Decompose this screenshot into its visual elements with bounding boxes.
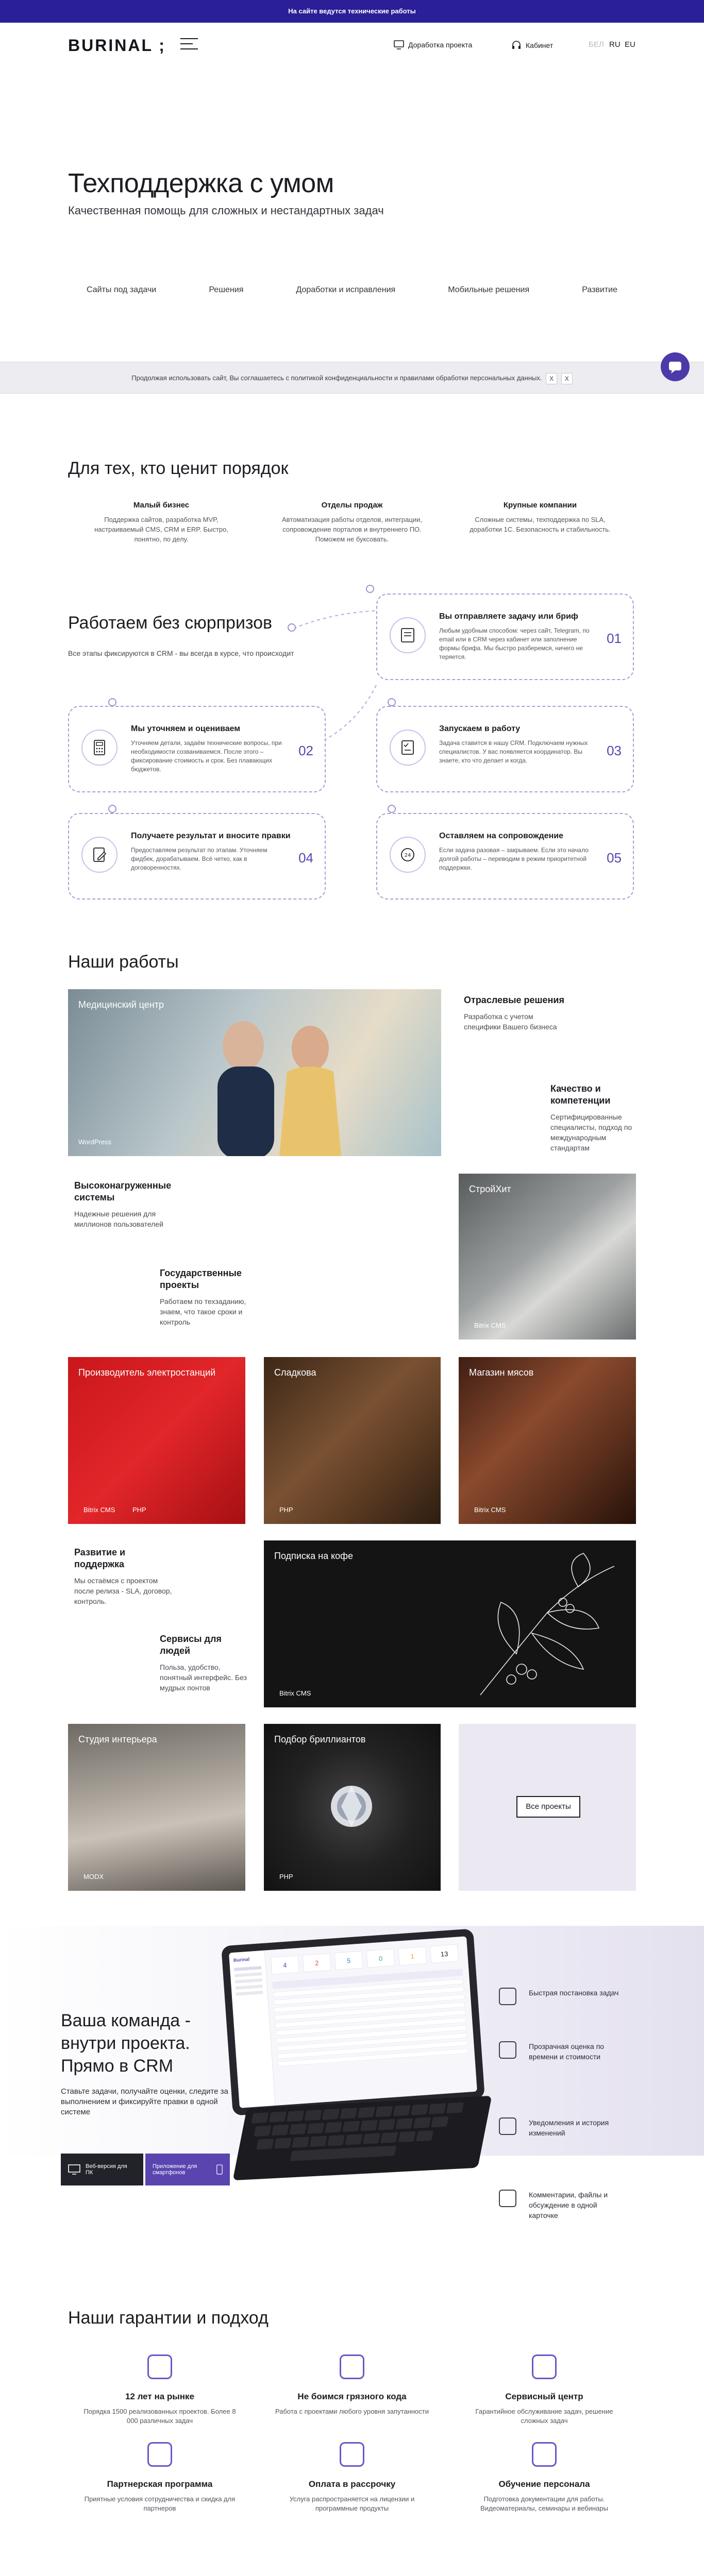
project-coffee[interactable]: [264, 1540, 636, 1707]
process-step-1: [376, 594, 634, 680]
project-electro-tag-php: PHP: [132, 1506, 146, 1514]
chat-widget-button[interactable]: [661, 352, 690, 381]
crm-feature-notifications: [499, 2117, 612, 2138]
document-icon: [499, 2117, 516, 2135]
project-improvement-link[interactable]: [394, 40, 472, 49]
guarantee-years-text: Порядка 1500 реализованных проектов. Более 8 000 различных задач: [83, 2408, 236, 2425]
hero-nav-sites[interactable]: Сайты под задачи: [87, 285, 157, 294]
process-step-1-text: Любым удобным способом: через сайт, Telegram, по email или в CRM через кабинет или заполнение формы брифа. Мы быстро разберемся, ничего не теряется.: [439, 627, 590, 660]
crm-web-label: Веб-версия для ПК: [85, 2163, 127, 2176]
project-diamond-title: Подбор бриллиантов: [274, 1734, 366, 1744]
process-step-3-num: 03: [607, 743, 622, 758]
crm-stat: 2: [303, 1953, 331, 1973]
works-text-industry-title: Отраслевые решения: [464, 995, 564, 1005]
task-list-icon: [390, 730, 426, 766]
audience-small: [84, 501, 239, 544]
crm-screen-stats: [271, 1944, 459, 1974]
project-meat[interactable]: [459, 1357, 636, 1524]
handshake-icon: [147, 2442, 172, 2467]
project-electro[interactable]: [68, 1357, 245, 1524]
project-candy[interactable]: [264, 1357, 441, 1524]
process-step-4-text: Предоставляем результат по этапам. Уточняем фидбек, дорабатываем. Всё четко, как в договоренностях.: [131, 846, 267, 871]
tablet-mockup: [221, 1928, 485, 2115]
process-step-5-title: Оставляем на сопровождение: [439, 832, 564, 840]
guarantee-code-title: Не боимся грязного кода: [297, 2392, 407, 2401]
audience-title: Для тех, кто ценит порядок: [68, 459, 289, 478]
process-dot: [388, 698, 396, 706]
hero-nav: [68, 281, 636, 299]
paper-plane-icon: [499, 1988, 516, 2005]
headset-icon: [511, 40, 522, 50]
smartphone-icon: [216, 2163, 223, 2176]
chat-icon: [661, 352, 690, 381]
process-step-5-num: 05: [607, 850, 622, 866]
crm-feature-comments: [499, 2190, 628, 2221]
cabinet-link[interactable]: [511, 40, 553, 50]
comments-icon: [499, 2190, 516, 2207]
works-text-quality-title: Качество и компетенции: [550, 1083, 611, 1106]
medical-photo: [202, 999, 357, 1156]
guarantee-installment-text: Услуга распространяется на лицензии и программные продукты: [289, 2495, 415, 2512]
svg-text:24: 24: [404, 853, 411, 858]
menu-icon[interactable]: [180, 38, 198, 50]
works-text-gov-title: Государственные проекты: [160, 1268, 242, 1290]
project-stroy[interactable]: [459, 1174, 636, 1340]
works-title: Наши работы: [68, 952, 179, 972]
crm-feature-fast-tasks-text: Быстрая постановка задач: [529, 1989, 619, 1997]
works-text-quality-body: Сертифицированные специалисты, подход по международным стандартам: [550, 1113, 632, 1152]
process-title: Работаем без сюрпризов: [68, 613, 273, 633]
crm-screen-table: [272, 1969, 468, 2069]
process-dot: [288, 623, 296, 632]
guarantee-partner: [77, 2442, 242, 2513]
maintenance-notice: На сайте ведутся технические работы: [0, 0, 704, 23]
brief-icon: [390, 617, 426, 653]
crm-text: Ставьте задачи, получайте оценки, следите за выполнением и фиксируйте правки в одной системе: [61, 2087, 228, 2116]
project-meat-title: Магазин мясов: [469, 1367, 534, 1378]
audience-large: [463, 501, 617, 534]
guarantee-years: [77, 2354, 242, 2426]
hero-nav-solutions[interactable]: Решения: [209, 285, 244, 294]
cookie-banner: [0, 362, 704, 394]
process-step-4: [68, 813, 326, 900]
guarantee-years-title: 12 лет на рынке: [125, 2392, 195, 2401]
guarantee-service-text: Гарантийное обслуживание задач, решение сложных задач: [475, 2408, 613, 2425]
hero-nav-fixes[interactable]: Доработки и исправления: [296, 285, 396, 294]
guarantee-training-title: Обучение персонала: [498, 2479, 590, 2489]
calculator-icon: [81, 730, 118, 766]
site-header: [0, 23, 704, 69]
coffee-plant-illustration: [460, 1551, 630, 1705]
works-text-support-title: Развитие и поддержка: [74, 1547, 126, 1569]
screen-icon: [394, 40, 404, 49]
graduation-icon: [532, 2442, 557, 2467]
project-interior-title: Студия интерьера: [78, 1734, 157, 1744]
process-dot: [388, 805, 396, 813]
process-step-1-title: Вы отправляете задачу или бриф: [439, 612, 578, 621]
audience-sales-text: Автоматизация работы отделов, интеграции, сопровождение порталов и внутреннего ПО. Поможем не буксовать.: [282, 516, 422, 543]
guarantee-installment: [270, 2442, 434, 2513]
audience-large-text: Сложные системы, техподдержка по SLA, доработки 1С. Безопасность и стабильность.: [470, 516, 611, 533]
crm-feature-notifications-text: Уведомления и история изменений: [529, 2119, 609, 2137]
cookie-accept-button[interactable]: Х: [546, 373, 557, 384]
all-projects-button[interactable]: Все проекты: [516, 1796, 580, 1818]
audience-sales-title: Отделы продаж: [321, 501, 383, 510]
crm-web-button[interactable]: [61, 2154, 143, 2185]
process-dot: [108, 698, 116, 706]
guarantee-code: [270, 2354, 434, 2416]
hero-nav-growth[interactable]: Развитие: [582, 285, 617, 294]
works-text-gov: [160, 1267, 247, 1327]
works-text-quality: [550, 1083, 638, 1153]
guarantee-training-text: Подготовка документации для работы. Видеоматериалы, семинары и вебинары: [480, 2495, 608, 2512]
guarantees-title: Наши гарантии и подход: [68, 2308, 269, 2328]
project-medical[interactable]: [68, 989, 441, 1156]
project-electro-title: Производитель электростанций: [78, 1367, 216, 1378]
cookie-text: Продолжая использовать сайт, Вы соглашаетесь с политикой конфиденциальности и правилами обработки персональных данных.: [131, 374, 542, 382]
code-icon: [340, 2354, 364, 2379]
crm-stat: 5: [334, 1951, 363, 1970]
hero-title: Техподдержка с умом: [68, 168, 334, 198]
project-candy-title: Сладкова: [274, 1367, 316, 1378]
gear-icon: [532, 2354, 557, 2379]
works-text-highload: [74, 1180, 177, 1229]
guarantee-training: [462, 2442, 627, 2513]
crm-mobile-label: Приложение для смартфонов: [153, 2163, 197, 2176]
guarantee-service: [462, 2354, 627, 2426]
project-diamond-tag: PHP: [279, 1873, 293, 1880]
process-step-2-text: Уточняем детали, задаём технические вопросы, при необходимости созваниваемся. После этого – фиксирование стоимость и срок. Без плавающих бюджетов.: [131, 739, 282, 773]
guarantee-installment-title: Оплата в рассрочку: [308, 2479, 396, 2489]
wallet-icon: [340, 2442, 364, 2467]
works-text-people-title: Сервисы для людей: [160, 1634, 222, 1656]
guarantee-partner-title: Партнерская программа: [107, 2479, 213, 2489]
project-diamond[interactable]: [264, 1724, 441, 1891]
works-text-support-body: Мы остаёмся с проектом после релиза - SLA, договор, контроль.: [74, 1577, 172, 1605]
process-step-5-text: Если задача разовая – закрываем. Если это начало долгой работы – переводим в режим приоритетной поддержки.: [439, 846, 589, 871]
audience-sales: [275, 501, 429, 544]
process-step-4-title: Получаете результат и вносите правки: [131, 832, 291, 840]
crm-title: Ваша команда - внутри проекта. Прямо в CRM: [61, 2011, 191, 2076]
logo[interactable]: BURINAL ;: [68, 36, 166, 55]
lang-ru[interactable]: RU: [609, 40, 621, 49]
hero-nav-mobile[interactable]: Мобильные решения: [448, 285, 530, 294]
works-text-people: [160, 1633, 247, 1693]
process-dot: [366, 585, 374, 593]
process-step-1-num: 01: [607, 631, 622, 646]
crm-screen: [229, 1936, 477, 2108]
process-step-3-title: Запускаем в работу: [439, 724, 521, 733]
guarantee-code-text: Работа с проектами любого уровня запутанности: [275, 2408, 429, 2415]
calendar-icon: [499, 2041, 516, 2059]
guarantee-partner-text: Приятные условия сотрудничества и скидка для партнеров: [84, 2495, 236, 2512]
crm-stat: 0: [366, 1948, 395, 1968]
audience-small-title: Малый бизнес: [133, 501, 190, 510]
crm-feature-estimate-text: Прозрачная оценка по времени и стоимости: [529, 2042, 605, 2061]
process-subtitle: Все этапы фиксируются в CRM - вы всегда в курсе, что происходит: [68, 649, 294, 657]
support-24-icon: [390, 837, 426, 873]
project-stroy-tag: Bitrix CMS: [474, 1321, 506, 1329]
process-step-2: [68, 706, 326, 792]
crm-stat: 13: [430, 1944, 459, 1963]
all-projects-panel: [459, 1724, 636, 1891]
crm-stat: 4: [271, 1955, 299, 1975]
desktop-icon: [68, 2164, 80, 2175]
crm-mobile-button[interactable]: [145, 2154, 230, 2185]
project-candy-tag: PHP: [279, 1506, 293, 1514]
hero-subtitle: Качественная помощь для сложных и нестандартных задач: [68, 204, 384, 217]
edit-document-icon: [81, 837, 118, 873]
works-text-support: [74, 1547, 177, 1606]
project-interior-tag: MODX: [83, 1873, 104, 1880]
process-step-4-num: 04: [298, 850, 313, 866]
lang-eu[interactable]: EU: [625, 40, 635, 49]
cabinet-label: Кабинет: [526, 41, 554, 49]
crm-feature-fast-tasks: [499, 1988, 618, 2005]
project-medical-title: Медицинский центр: [78, 999, 164, 1010]
project-coffee-tag: Bitrix CMS: [279, 1689, 311, 1697]
works-text-gov-body: Работаем по техзаданию, знаем, что такое сроки и контроль: [160, 1297, 246, 1326]
project-meat-tag: Bitrix CMS: [474, 1506, 506, 1514]
process-dot: [108, 805, 116, 813]
project-electro-tag-bitrix: Bitrix CMS: [83, 1506, 115, 1514]
crm-screen-sidebar: [229, 1951, 276, 2108]
project-coffee-title: Подписка на кофе: [274, 1551, 353, 1561]
badge-icon: [147, 2354, 172, 2379]
process-step-5: [376, 813, 634, 900]
crm-feature-estimate: [499, 2041, 612, 2062]
project-stroy-title: СтройХит: [469, 1184, 511, 1194]
keyboard-mockup: [232, 2096, 492, 2180]
process-step-2-title: Мы уточняем и оцениваем: [131, 724, 241, 733]
project-medical-tag: WordPress: [78, 1138, 112, 1146]
project-interior[interactable]: [68, 1724, 245, 1891]
project-improvement-label: Доработка проекта: [408, 41, 473, 49]
process-step-2-num: 02: [298, 743, 313, 758]
audience-small-text: Поддержка сайтов, разработка MVP, настраиваемый CMS, CRM и ERP. Быстро, понятно, по делу.: [94, 516, 228, 543]
crm-stat: 1: [398, 1946, 427, 1966]
works-text-highload-body: Надежные решения для миллионов пользователей: [74, 1210, 163, 1228]
cookie-close-button[interactable]: Х: [561, 373, 573, 384]
keyboard-keys: [241, 2102, 483, 2175]
crm-screen-logo: Burinal: [233, 1956, 250, 1963]
process-step-3: [376, 706, 634, 792]
works-text-industry: [464, 994, 567, 1032]
works-text-industry-body: Разработка с учетом специфики Вашего бизнеса: [464, 1012, 557, 1031]
crm-feature-comments-text: Комментарии, файлы и обсуждение в одной карточке: [529, 2191, 608, 2219]
works-text-people-body: Польза, удобство, понятный интерфейс. Без мудрых понтов: [160, 1663, 247, 1692]
diamond-illustration: [326, 1781, 377, 1832]
lang-by[interactable]: БЕЛ: [589, 40, 604, 49]
process-step-3-text: Задача ставится в нашу CRM. Подключаем нужных специалистов. У вас появляется координатор. Вы знаете, кто что делает и когда.: [439, 739, 588, 764]
works-text-highload-title: Высоконагруженные системы: [74, 1180, 172, 1202]
guarantee-service-title: Сервисный центр: [505, 2392, 583, 2401]
audience-large-title: Крупные компании: [503, 501, 577, 510]
